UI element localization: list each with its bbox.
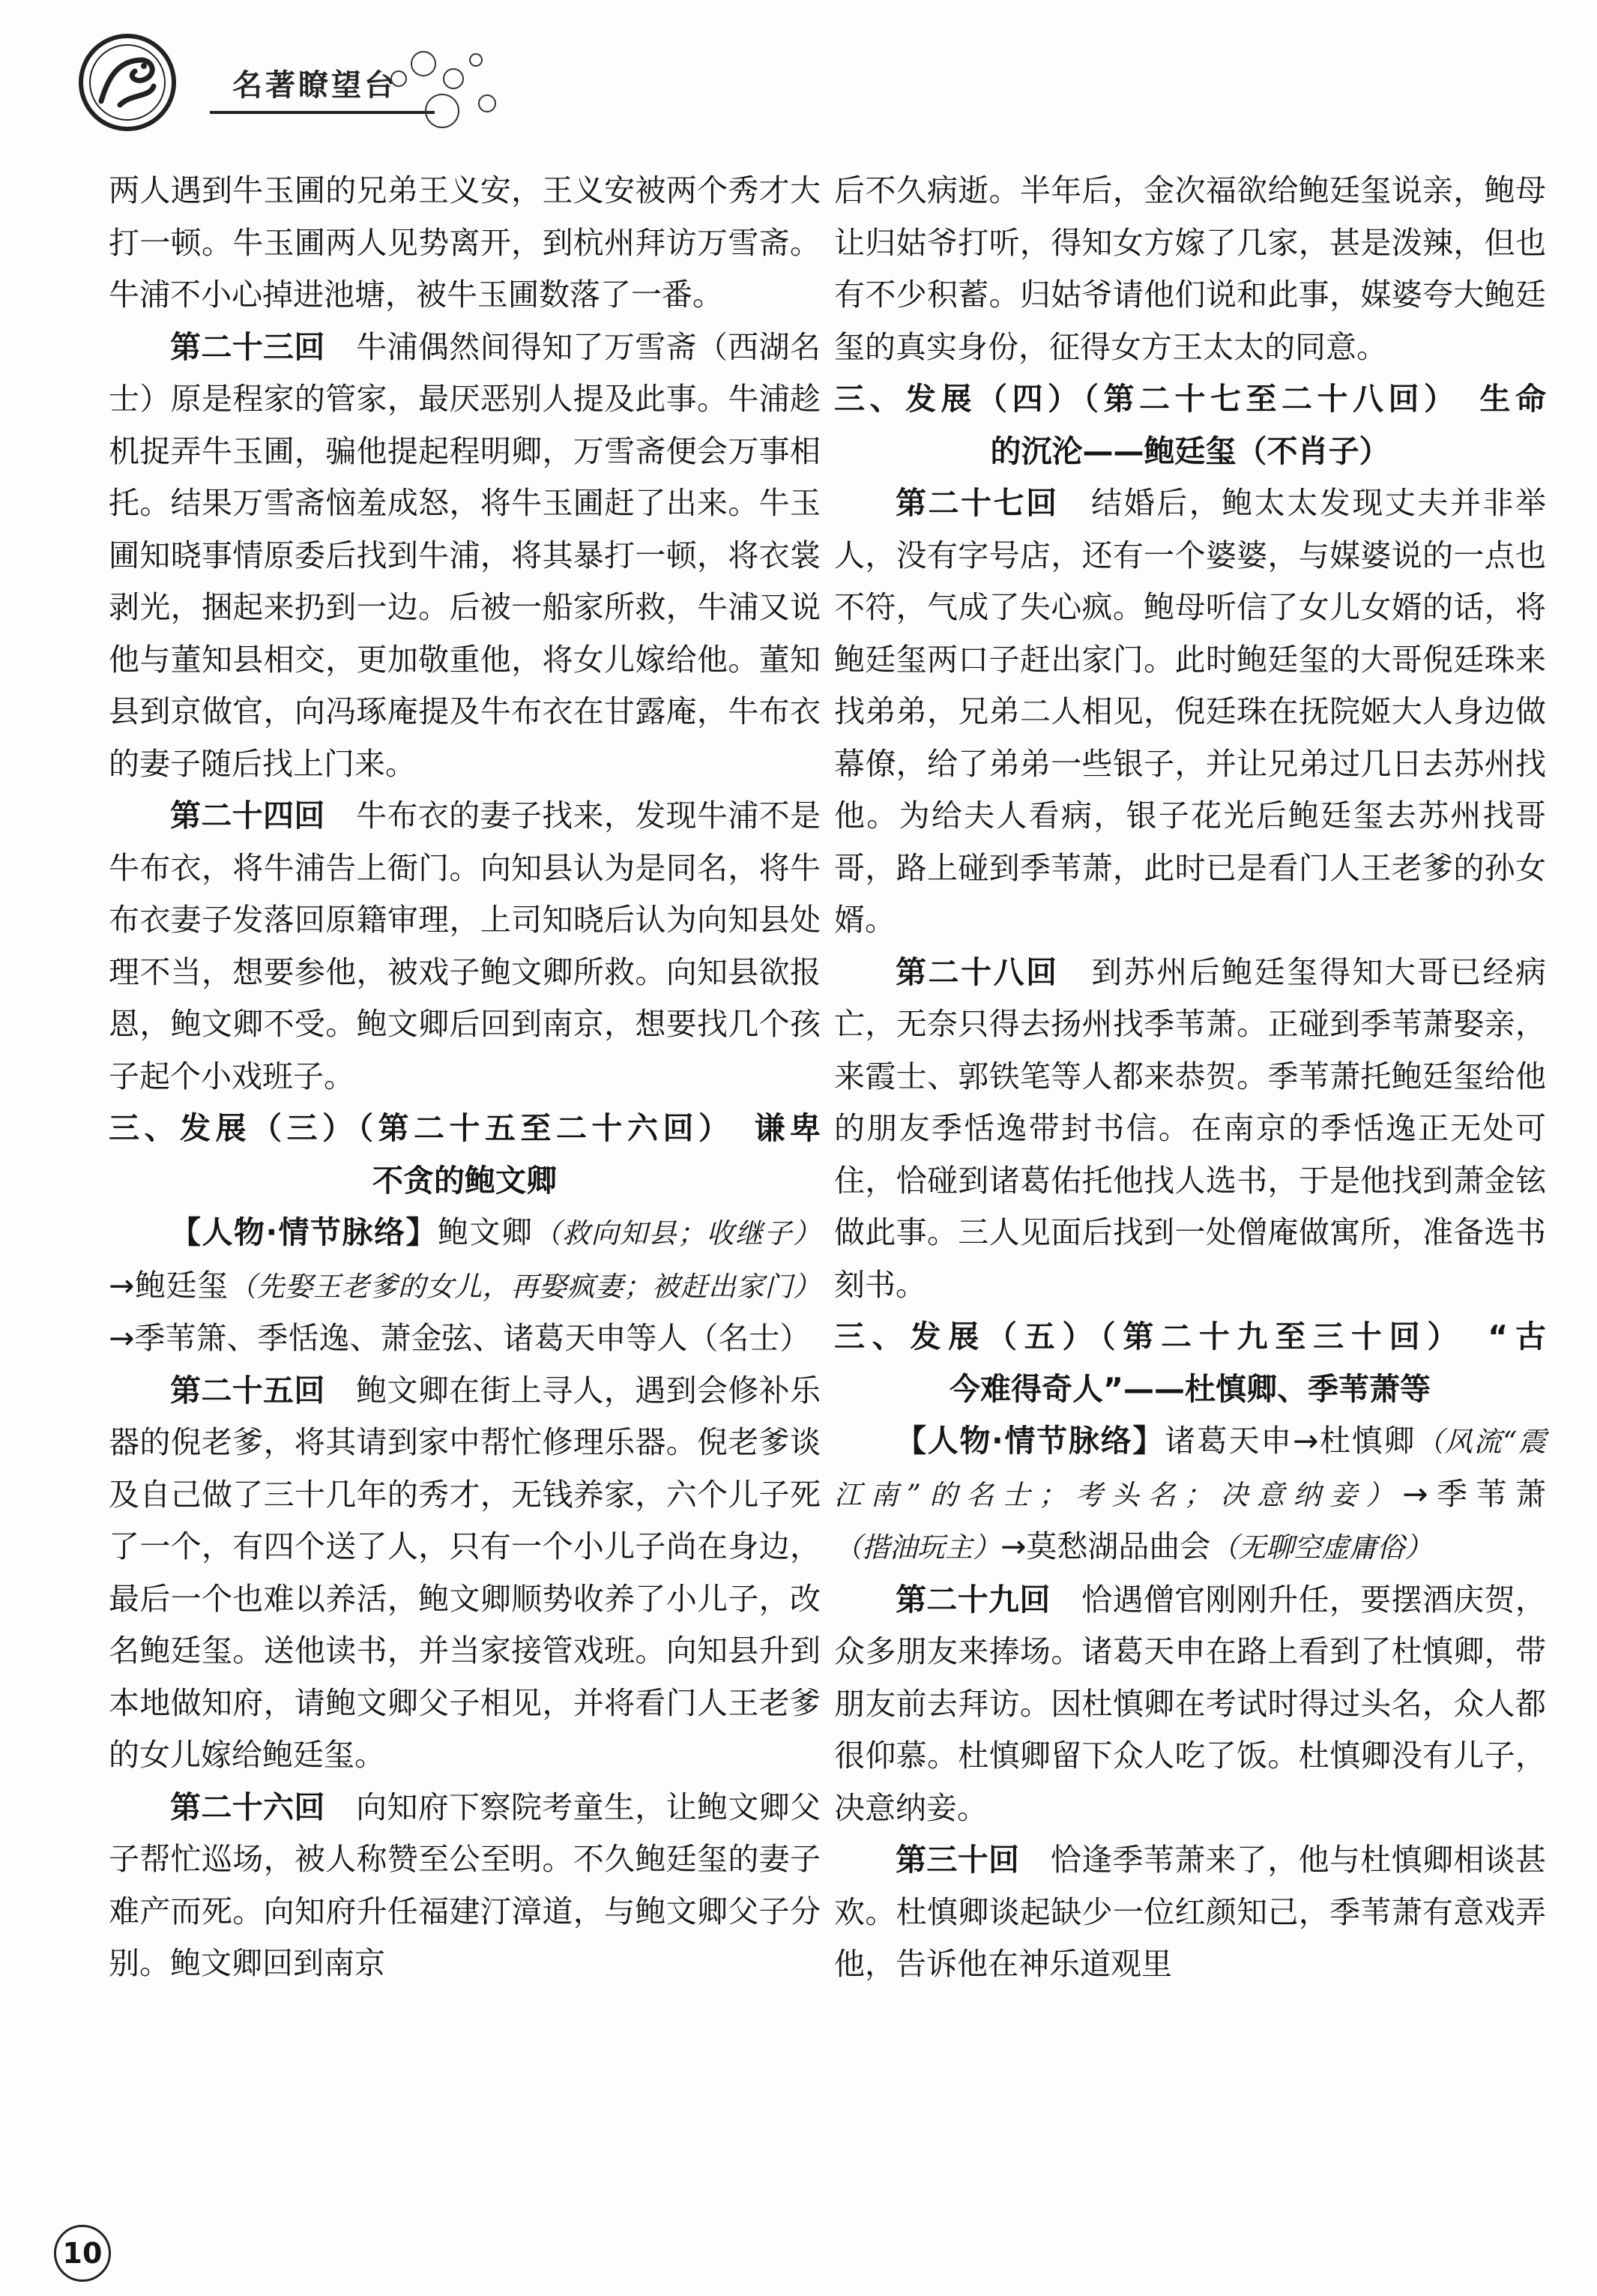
paragraph: 第二十七回 结婚后，鲍太太发现丈夫并非举人，没有字号店，还有一个婆婆，与媒婆说的一点也不符，气成了失心疯。鲍母听信了女儿女婿的话，将鲍廷玺两口子赶出家门。此时鲍廷玺的大哥倪廷珠来找弟弟，兄弟二人相见，倪廷珠在抚院姬大人身边做幕僚，给了弟弟一些银子，并让兄弟过几日去苏州找他。为给夫人看病，银子花光后鲍廷玺去苏州找哥哥，路上碰到季苇萧，此时已是看门人王老爹的孙女婿。: [834, 485, 1547, 938]
section-heading-cont: 今难得奇人”——杜慎卿、季苇萧等: [950, 1370, 1431, 1407]
header-title: 名著瞭望台: [232, 67, 397, 103]
character-plot-summary: 【人物·情节脉络】诸葛天申→杜慎卿（风流“震江南”的名士；考头名；决意纳妾）→季苇萧（揩油玩主）→莫愁湖品曲会（无聊空虚庸俗）: [834, 1423, 1547, 1564]
dragon-logo-icon: [75, 30, 180, 135]
chapter-label: 第二十四回: [170, 798, 325, 834]
section-heading: 三、发展（四）（第二十七至二十八回） 生命: [834, 381, 1546, 417]
paragraph: 第三十回 恰逢季苇萧来了，他与杜慎卿相谈甚欢。杜慎卿谈起缺少一位红颜知己，季苇萧有意戏弄他，告诉他在神乐道观里: [834, 1842, 1547, 1982]
paragraph: 第二十四回 牛布衣的妻子找来，发现牛浦不是牛布衣，将牛浦告上衙门。向知县认为是同名，将牛布衣妻子发落回原籍审理，上司知晓后认为向知县处理不当，想要参他，被戏子鲍文卿所救。向知县欲报恩，鲍文卿不受。鲍文卿后回到南京，想要找几个孩子起个小戏班子。: [109, 798, 821, 1094]
bubbles-decoration-icon: [382, 37, 532, 135]
chapter-label: 第二十六回: [170, 1789, 325, 1825]
page-header: [60, 22, 480, 135]
left-column: [109, 165, 821, 1990]
chapter-label: 第二十三回: [170, 328, 325, 365]
paragraph: 第二十三回 牛浦偶然间得知了万雪斋（西湖名士）原是程家的管家，最厌恶别人提及此事。牛浦趁机捉弄牛玉圃，骗他提起程明卿，万雪斋便会万事相托。结果万雪斋恼羞成怒，将牛玉圃赶了出来。牛玉圃知晓事情原委后找到牛浦，将其暴打一顿，将衣裳剥光，捆起来扔到一边。后被一船家所救，牛浦又说他与董知县相交，更加敬重他，将女儿嫁给他。董知县到京做官，向冯琢庵提及牛布衣在甘露庵，牛布衣的妻子随后找上门来。: [109, 328, 821, 782]
paragraph: 两人遇到牛玉圃的兄弟王义安，王义安被两个秀才大打一顿。牛玉圃两人见势离开，到杭州拜访万雪斋。牛浦不小心掉进池塘，被牛玉圃数落了一番。: [109, 172, 821, 313]
chapter-label: 第三十回: [896, 1842, 1020, 1878]
chapter-label: 第二十八回: [896, 953, 1059, 990]
page-number: 10: [54, 2225, 111, 2282]
character-plot-summary: 【人物·情节脉络】鲍文卿（救向知县；收继子）→鲍廷玺（先娶王老爹的女儿，再娶疯妻；被赶出家门）→季苇箫、季恬逸、萧金弦、诸葛天申等人（名士）: [109, 1214, 821, 1356]
section-heading: 三、发展（五）（第二十九至三十回） “古: [834, 1319, 1546, 1355]
chapter-label: 第二十七回: [896, 485, 1059, 521]
chapter-label: 第二十九回: [896, 1581, 1051, 1618]
chapter-label: 第二十五回: [170, 1372, 325, 1408]
section-heading: 三、发展（三）（第二十五至二十六回） 谦卑: [109, 1110, 821, 1146]
section-heading-cont: 不贪的鲍文卿: [372, 1162, 557, 1199]
paragraph: 第二十五回 鲍文卿在街上寻人，遇到会修补乐器的倪老爹，将其请到家中帮忙修理乐器。倪老爹谈及自己做了三十几年的秀才，无钱养家，六个儿子死了一个，有四个送了人，只有一个小儿子尚在身边，最后一个也难以养活，鲍文卿顺势收养了小儿子，改名鲍廷玺。送他读书，并当家接管戏班。向知县升到本地做知府，请鲍文卿父子相见，并将看门人王老爹的女儿嫁给鲍廷玺。: [109, 1372, 821, 1773]
paragraph: 后不久病逝。半年后，金次福欲给鲍廷玺说亲，鲍母让归姑爷打听，得知女方嫁了几家，甚是泼辣，但也有不少积蓄。归姑爷请他们说和此事，媒婆夸大鲍廷玺的真实身份，征得女方王太太的同意。: [834, 172, 1546, 365]
paragraph: 第二十六回 向知府下察院考童生，让鲍文卿父子帮忙巡场，被人称赞至公至明。不久鲍廷玺的妻子难产而死。向知府升任福建汀漳道，与鲍文卿父子分别。鲍文卿回到南京: [109, 1789, 821, 1981]
section-heading-cont: 的沉沦——鲍廷玺（不肖子）: [990, 433, 1390, 469]
paragraph: 第二十八回 到苏州后鲍廷玺得知大哥已经病亡，无奈只得去扬州找季苇萧。正碰到季苇萧娶亲，来霞士、郭铁笔等人都来恭贺。季苇萧托鲍廷玺给他的朋友季恬逸带封书信。在南京的季恬逸正无处可住，恰碰到诸葛佑托他找人选书，于是他找到萧金铉做此事。三人见面后找到一处僧庵做寓所，准备选书刻书。: [834, 953, 1547, 1303]
paragraph: 第二十九回 恰遇僧官刚刚升任，要摆酒庆贺，众多朋友来捧场。诸葛天申在路上看到了杜慎卿，带朋友前去拜访。因杜慎卿在考试时得过头名，众人都很仰慕。杜慎卿留下众人吃了饭。杜慎卿没有儿子，决意纳妾。: [834, 1581, 1547, 1826]
right-column: [834, 165, 1546, 1991]
